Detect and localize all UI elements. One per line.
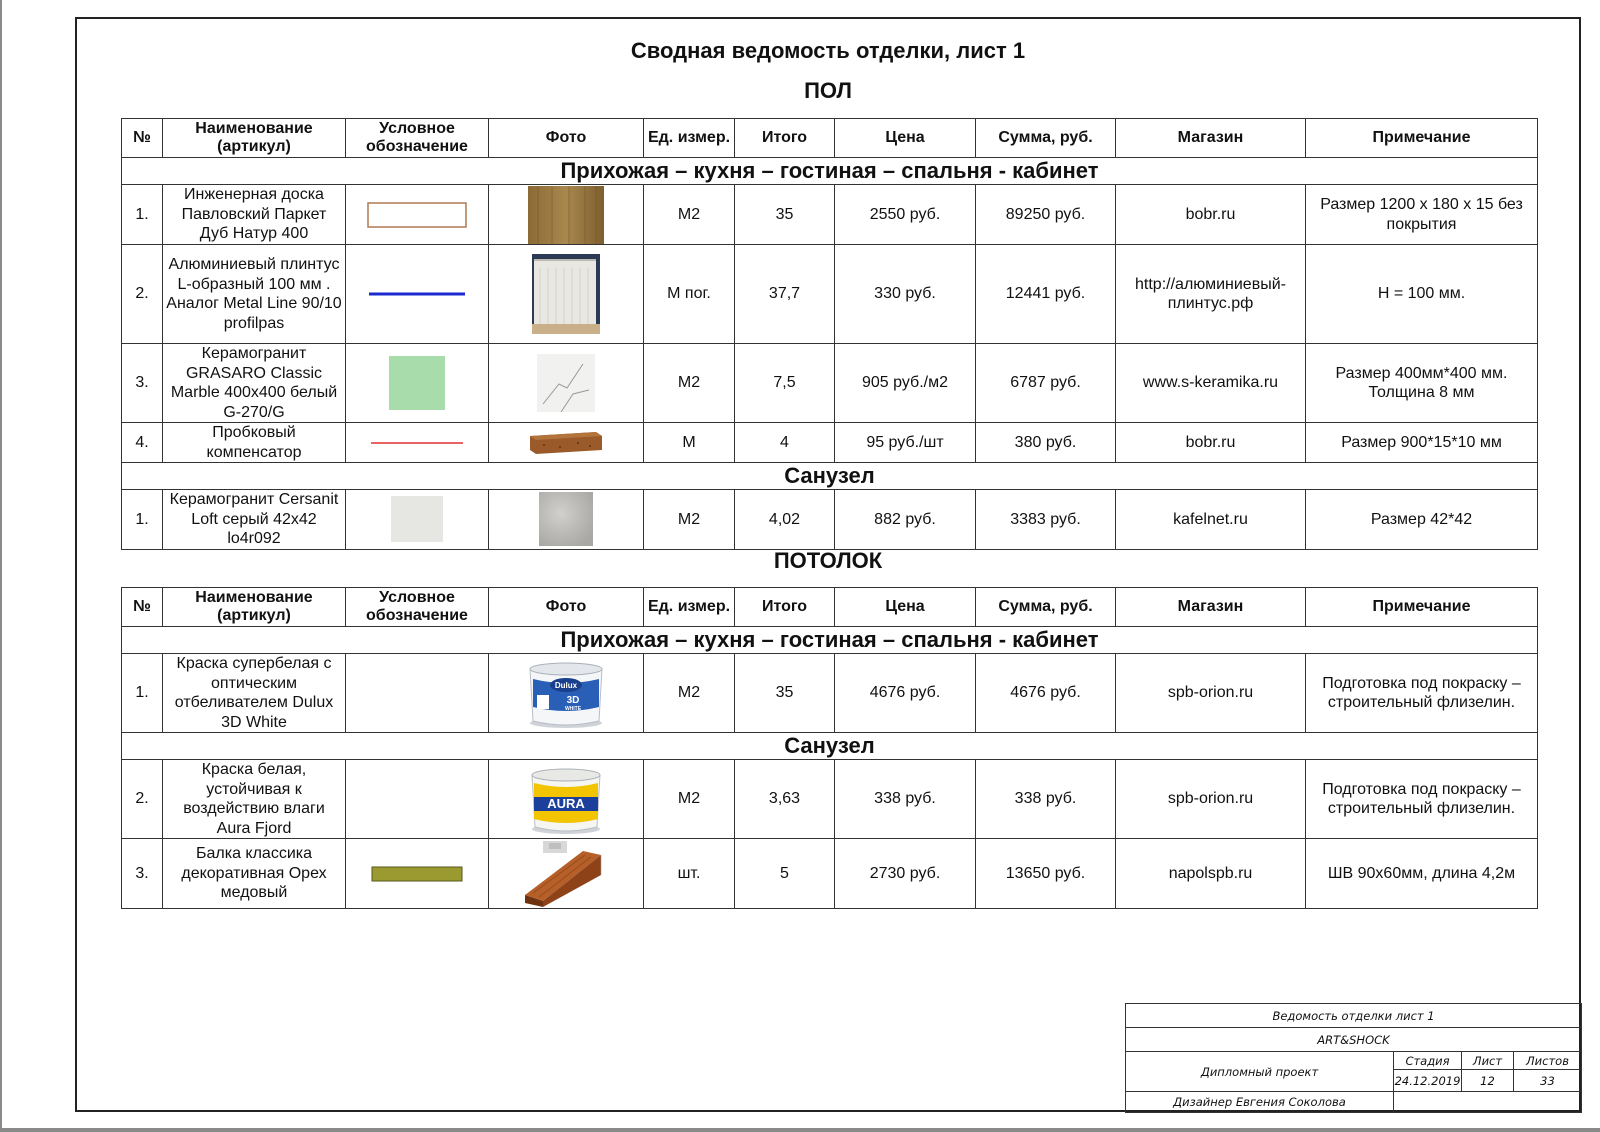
cell-unit: М2 <box>644 490 735 550</box>
dulux-paint-bucket-photo <box>523 657 609 729</box>
aluminium-skirting-photo <box>532 254 600 334</box>
cell-shop: http://алюминиевый-плинтус.рф <box>1116 245 1306 344</box>
cell-total: 7,5 <box>735 344 835 423</box>
cell-price: 4676 руб. <box>835 654 976 733</box>
cell-sum: 12441 руб. <box>976 245 1116 344</box>
group-row <box>122 463 1538 490</box>
cell-sum: 4676 руб. <box>976 654 1116 733</box>
table-row <box>122 245 1538 344</box>
symbol-olive-rectangle <box>371 866 463 882</box>
section-title-floor: ПОЛ <box>804 78 852 103</box>
stamp-title: Ведомость отделки лист 1 <box>1126 1004 1582 1028</box>
cell-photo <box>489 344 644 423</box>
cell-sum: 3383 руб. <box>976 490 1116 550</box>
table-row <box>122 423 1538 463</box>
cell-symbol <box>346 423 489 463</box>
aura-paint-bucket-photo <box>524 763 608 835</box>
cell-price: 882 руб. <box>835 490 976 550</box>
document-title: Сводная ведомость отделки, лист 1 <box>630 38 1026 63</box>
cell-symbol <box>346 839 489 909</box>
symbol-gray-square <box>391 496 443 542</box>
cell-total: 35 <box>735 654 835 733</box>
header-num: № <box>122 119 163 158</box>
gray-tile-photo <box>539 492 593 546</box>
cell-name: Керамогранит GRASARO Classic Marble 400х400 белый G-270/G <box>163 344 346 423</box>
aura-brand-label: AURA <box>547 796 585 811</box>
stamp-sheet-label: Лист <box>1462 1052 1514 1070</box>
cell-unit: М2 <box>644 185 735 245</box>
cell-total: 4 <box>735 423 835 463</box>
cell-name: Краска супербелая с оптическим отбеливателем Dulux 3D White <box>163 654 346 733</box>
cell-shop: bobr.ru <box>1116 423 1306 463</box>
group-bath: Санузел <box>122 463 1538 490</box>
stamp-company: ART&SHOCK <box>1126 1028 1582 1052</box>
header-photo: Фото <box>489 119 644 158</box>
header-note: Примечание <box>1306 119 1538 158</box>
cell-name: Алюминиевый плинтус L-образный 100 мм . Аналог Metal Line 90/10 profilpas <box>163 245 346 344</box>
dulux-brand-label: Dulux <box>554 681 578 690</box>
group-row <box>122 733 1538 760</box>
stamp-designer: Дизайнер Евгения Соколова <box>1126 1092 1394 1113</box>
cell-price: 338 руб. <box>835 760 976 839</box>
header-shop: Магазин <box>1116 588 1306 627</box>
cell-photo <box>489 245 644 344</box>
header-note: Примечание <box>1306 588 1538 627</box>
cell-price: 95 руб./шт <box>835 423 976 463</box>
cell-unit: М пог. <box>644 245 735 344</box>
table-row <box>122 654 1538 733</box>
header-total: Итого <box>735 588 835 627</box>
header-sum: Сумма, руб. <box>976 119 1116 158</box>
cell-symbol <box>346 185 489 245</box>
table-header-row <box>122 588 1538 627</box>
floor-finish-table <box>121 118 1538 550</box>
cell-num: 2. <box>122 245 163 344</box>
ceiling-finish-table <box>121 587 1538 909</box>
cell-photo <box>489 490 644 550</box>
cell-price: 905 руб./м2 <box>835 344 976 423</box>
cell-price: 2730 руб. <box>835 839 976 909</box>
stamp-sheets: 33 <box>1514 1070 1582 1092</box>
cell-shop: spb-orion.ru <box>1116 654 1306 733</box>
sheet-edge-bottom <box>0 1128 1600 1132</box>
cell-sum: 338 руб. <box>976 760 1116 839</box>
cell-num: 1. <box>122 490 163 550</box>
cell-unit: М2 <box>644 760 735 839</box>
table-header-row <box>122 119 1538 158</box>
oak-board-photo <box>528 186 604 244</box>
header-sum: Сумма, руб. <box>976 588 1116 627</box>
header-price: Цена <box>835 588 976 627</box>
table-row <box>122 185 1538 245</box>
cell-note: Размер 900*15*10 мм <box>1306 423 1538 463</box>
cell-photo <box>489 839 644 909</box>
header-unit: Ед. измер. <box>644 588 735 627</box>
group-bath: Санузел <box>122 733 1538 760</box>
header-shop: Магазин <box>1116 119 1306 158</box>
group-row <box>122 627 1538 654</box>
wood-beam-photo <box>525 841 607 907</box>
header-symbol: Условное обозначение <box>346 588 489 627</box>
cork-strip-photo <box>530 430 602 456</box>
cell-unit: М2 <box>644 654 735 733</box>
cell-shop: bobr.ru <box>1116 185 1306 245</box>
group-living: Прихожая – кухня – гостиная – спальня - кабинет <box>122 627 1538 654</box>
cell-note: Подготовка под покраску – строительный флизелин. <box>1306 654 1538 733</box>
cell-symbol <box>346 654 489 733</box>
stamp-empty-cell <box>1394 1092 1582 1113</box>
cell-price: 330 руб. <box>835 245 976 344</box>
cell-note: Размер 42*42 <box>1306 490 1538 550</box>
cell-total: 35 <box>735 185 835 245</box>
group-row <box>122 158 1538 185</box>
symbol-red-line <box>371 440 463 446</box>
header-price: Цена <box>835 119 976 158</box>
cell-price: 2550 руб. <box>835 185 976 245</box>
header-name: Наименование (артикул) <box>163 119 346 158</box>
cell-name: Балка классика декоративная Орех медовый <box>163 839 346 909</box>
stamp-stage-label: Стадия <box>1394 1052 1462 1070</box>
header-total: Итого <box>735 119 835 158</box>
cell-symbol <box>346 490 489 550</box>
stamp-project: Дипломный проект <box>1126 1052 1394 1092</box>
cell-shop: www.s-keramika.ru <box>1116 344 1306 423</box>
table-row <box>122 839 1538 909</box>
cell-total: 3,63 <box>735 760 835 839</box>
dulux-3d-label: 3D <box>566 695 580 706</box>
cell-sum: 6787 руб. <box>976 344 1116 423</box>
cell-total: 5 <box>735 839 835 909</box>
cell-unit: М <box>644 423 735 463</box>
symbol-green-square <box>389 356 445 410</box>
table-row <box>122 344 1538 423</box>
cell-note: Размер 1200 х 180 х 15 без покрытия <box>1306 185 1538 245</box>
cell-name: Пробковый компенсатор <box>163 423 346 463</box>
cell-note: Подготовка под покраску – строительный флизелин. <box>1306 760 1538 839</box>
cell-note: ШВ 90х60мм, длина 4,2м <box>1306 839 1538 909</box>
cell-sum: 89250 руб. <box>976 185 1116 245</box>
cell-num: 1. <box>122 185 163 245</box>
cell-photo <box>489 760 644 839</box>
cell-shop: napolspb.ru <box>1116 839 1306 909</box>
symbol-outlined-rectangle <box>367 201 467 229</box>
cell-note: Размер 400мм*400 мм. Толщина 8 мм <box>1306 344 1538 423</box>
cell-total: 4,02 <box>735 490 835 550</box>
cell-photo <box>489 185 644 245</box>
marble-tile-photo <box>537 354 595 412</box>
header-photo: Фото <box>489 588 644 627</box>
table-row <box>122 760 1538 839</box>
cell-num: 3. <box>122 344 163 423</box>
cell-name: Инженерная доска Павловский Паркет Дуб Натур 400 <box>163 185 346 245</box>
section-title-ceiling: ПОТОЛОК <box>773 548 883 573</box>
cell-unit: шт. <box>644 839 735 909</box>
cell-photo <box>489 654 644 733</box>
cell-name: Керамогранит Cersanit Loft серый 42х42 lo4r092 <box>163 490 346 550</box>
header-unit: Ед. измер. <box>644 119 735 158</box>
cell-total: 37,7 <box>735 245 835 344</box>
table-row <box>122 490 1538 550</box>
cell-unit: М2 <box>644 344 735 423</box>
cell-num: 1. <box>122 654 163 733</box>
cell-name: Краска белая, устойчивая к воздействию влаги Aura Fjord <box>163 760 346 839</box>
cell-sum: 380 руб. <box>976 423 1116 463</box>
cell-shop: kafelnet.ru <box>1116 490 1306 550</box>
cell-shop: spb-orion.ru <box>1116 760 1306 839</box>
symbol-blue-line <box>369 290 465 298</box>
dulux-white-label: WHITE <box>564 706 582 712</box>
sheet-edge-left <box>0 0 2 1132</box>
header-num: № <box>122 588 163 627</box>
cell-photo <box>489 423 644 463</box>
title-block <box>1125 1003 1582 1113</box>
stamp-sheets-label: Листов <box>1514 1052 1582 1070</box>
cell-num: 3. <box>122 839 163 909</box>
header-symbol: Условное обозначение <box>346 119 489 158</box>
group-living: Прихожая – кухня – гостиная – спальня - кабинет <box>122 158 1538 185</box>
stamp-sheet: 12 <box>1462 1070 1514 1092</box>
stamp-date: 24.12.2019 <box>1394 1070 1462 1092</box>
cell-num: 4. <box>122 423 163 463</box>
cell-num: 2. <box>122 760 163 839</box>
cell-symbol <box>346 245 489 344</box>
header-name: Наименование (артикул) <box>163 588 346 627</box>
cell-symbol <box>346 760 489 839</box>
cell-sum: 13650 руб. <box>976 839 1116 909</box>
cell-symbol <box>346 344 489 423</box>
cell-note: Н = 100 мм. <box>1306 245 1538 344</box>
